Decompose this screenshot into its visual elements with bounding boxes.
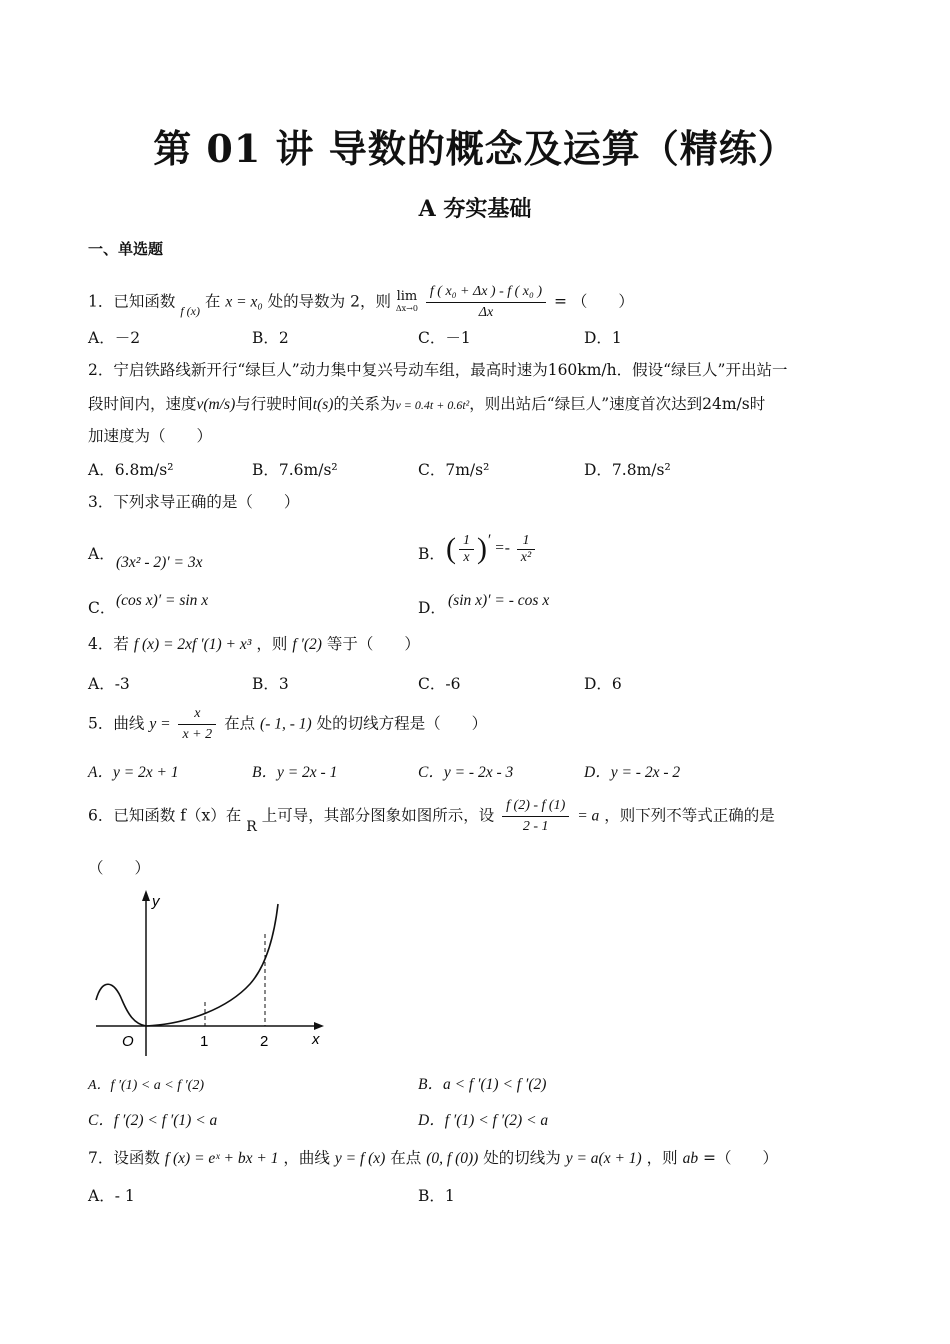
q3-option-c-label[interactable]: C．: [88, 599, 116, 617]
q2-option-a[interactable]: A．6.8m/s²: [88, 461, 174, 479]
q7-option-b[interactable]: B．1: [418, 1187, 455, 1205]
question-1: 1．已知函数 $_{f (x)}$ 在 x = x₀ 处的导数为 2，则 lim Δx→0 $\frac{\text{f ( x₀ + Δx ) - f ( x₀ )}}{\Delta x}$ = （ ）: [88, 282, 634, 323]
q3-option-b[interactable]: ( $\frac{1}{x}$ )′ =- $\frac{1}{\text{x²}}$: [446, 532, 538, 566]
q3-option-b-label[interactable]: B．: [418, 545, 445, 563]
y-axis-arrow-icon: [142, 890, 150, 901]
origin-label: O: [122, 1033, 134, 1050]
q7-option-a[interactable]: A．- 1: [88, 1187, 135, 1205]
q4-option-b[interactable]: B．3: [252, 675, 289, 693]
y-axis-label: y: [152, 893, 160, 910]
q1-lim: lim: [396, 288, 418, 304]
q2-option-c[interactable]: C．7m/s²: [418, 461, 490, 479]
question-7: 7．设函数 f (x) = eˣ + bx + 1 ，曲线 y = f (x) 在点 (0, f (0)) 处的切线为 y = a(x + 1) ，则 ab =（ ）: [88, 1149, 779, 1167]
x-axis-label: x: [312, 1031, 320, 1048]
page-title: 第 01 讲 导数的概念及运算（精练）: [153, 126, 797, 171]
q3-option-d[interactable]: (sin x)′ = - cos x: [448, 592, 550, 609]
q1-lim-sub: Δx→0: [395, 303, 418, 313]
q5-option-d[interactable]: D．y = - 2x - 2: [584, 764, 681, 781]
q4-option-c[interactable]: C．-6: [418, 675, 461, 693]
tick-2-label: 2: [260, 1033, 269, 1050]
tick-1-label: 1: [200, 1033, 209, 1050]
question-2-line-1: 2．宁启铁路线新开行“绿巨人”动力集中复兴号动车组，最高时速为160km/h．假设“绿巨人”开出站一: [88, 361, 788, 379]
q1-fx: f (x): [180, 303, 200, 318]
q6-option-b[interactable]: B．a < f ′(1) < f ′(2): [418, 1076, 547, 1093]
q1-option-a[interactable]: A．－2: [88, 329, 141, 347]
function-curve: [96, 904, 278, 1026]
x-axis-arrow-icon: [314, 1022, 324, 1030]
q5-option-b[interactable]: B．y = 2x - 1: [252, 764, 338, 781]
q6-function-graph: [88, 888, 338, 1058]
q3-option-d-label[interactable]: D．: [418, 599, 446, 617]
q4-option-d[interactable]: D．6: [584, 675, 622, 693]
q5-fraction: $\frac{x}{x + 2}$: [178, 704, 216, 745]
question-6: 6．已知函数 f（x）在 R 上可导，其部分图象如图所示，设 $\frac{f (2) - f (1)}{2 - 1}$ = a ，则下列不等式正确的是: [88, 796, 775, 837]
q1-x0: x = x₀: [225, 293, 263, 311]
q6-fraction: $\frac{f (2) - f (1)}{2 - 1}$: [502, 796, 569, 837]
q5-option-a[interactable]: A．y = 2x + 1: [88, 764, 179, 781]
q5-option-c[interactable]: C．y = - 2x - 3: [418, 764, 514, 781]
question-3: 3．下列求导正确的是（ ）: [88, 493, 300, 511]
question-5: 5．曲线 y = $\frac{x}{x + 2}$ 在点 (- 1, - 1) 处的切线方程是（ ）: [88, 704, 487, 745]
question-2-line-2: 段时间内，速度v(m/s)与行驶时间t(s)的关系为v = 0.4t + 0.6t²，则出站后“绿巨人”速度首次达到24m/s时: [88, 395, 766, 413]
q3-option-c[interactable]: (cos x)′ = sin x: [116, 592, 209, 609]
q2-option-d[interactable]: D．7.8m/s²: [584, 461, 671, 479]
section-subtitle: A 夯实基础: [418, 196, 532, 222]
q2-option-b[interactable]: B．7.6m/s²: [252, 461, 338, 479]
q4-formula: f (x) = 2xf ′(1) + x³: [133, 636, 252, 653]
q6-option-c[interactable]: C．f ′(2) < f ′(1) < a: [88, 1112, 218, 1129]
q1-option-b[interactable]: B．2: [252, 329, 289, 347]
question-4: 4．若 f (x) = 2xf ′(1) + x³ ，则 f ′(2) 等于（ ）: [88, 635, 420, 653]
q1-fraction: $\frac{\text{f ( x₀ + Δx ) - f ( x₀ )}}{\Delta x}$: [426, 282, 546, 323]
q6-option-a[interactable]: A．f ′(1) < a < f ′(2): [88, 1078, 204, 1093]
q6-option-d[interactable]: D．f ′(1) < f ′(2) < a: [418, 1112, 549, 1129]
section-heading: 一、单选题: [88, 240, 164, 258]
question-6-paren: （ ）: [88, 859, 151, 877]
q4-option-a[interactable]: A．-3: [88, 675, 130, 693]
q3-option-a[interactable]: (3x² - 2)′ = 3x: [116, 554, 203, 571]
q4-f2: f ′(2): [292, 636, 322, 653]
q3-option-a-label[interactable]: A．: [88, 545, 115, 563]
q1-option-d[interactable]: D．1: [584, 329, 622, 347]
q1-option-c[interactable]: C．－1: [418, 329, 471, 347]
question-2-line-3: 加速度为（ ）: [88, 427, 213, 445]
